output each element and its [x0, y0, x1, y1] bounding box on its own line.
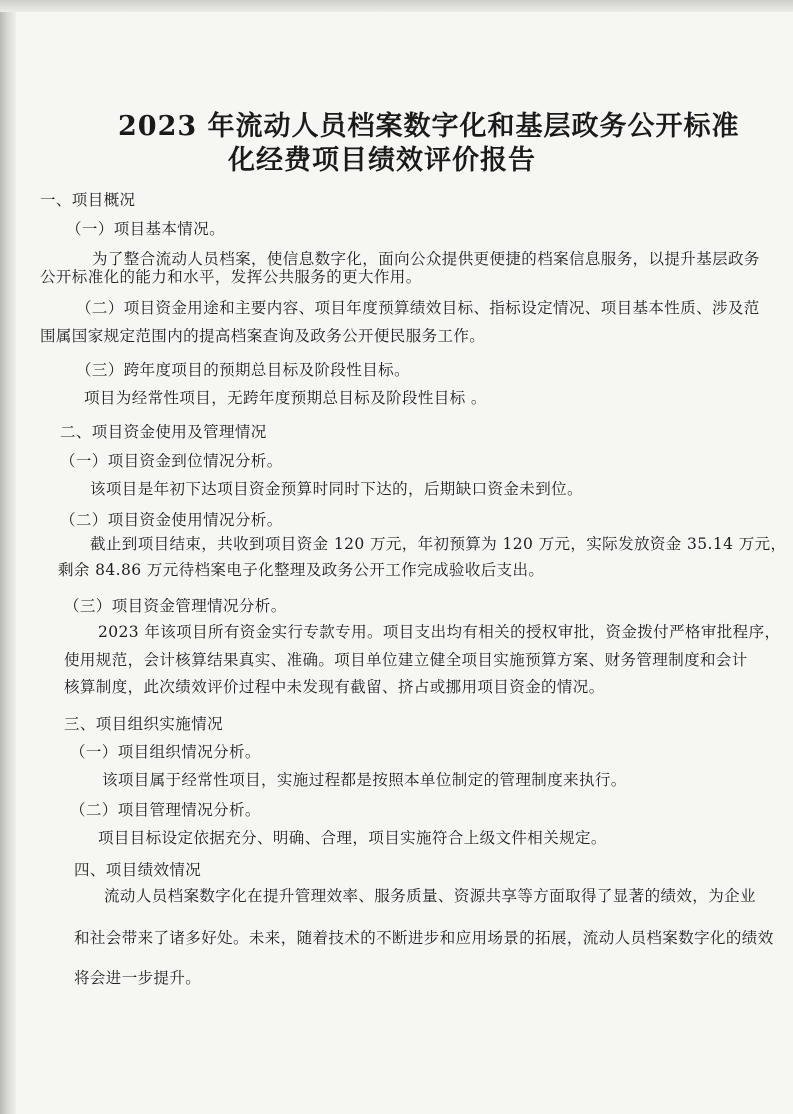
body-paragraph-line: 2023 年该项目所有资金实行专款专用。项目支出均有相关的授权审批，资金拨付严格审批程序，	[98, 623, 781, 641]
body-paragraph-line: 该项目是年初下达项目资金预算时同时下达的，后期缺口资金未到位。	[90, 480, 583, 498]
document-title-line-1: 2023 年流动人员档案数字化和基层政务公开标准	[118, 111, 740, 142]
section-heading-1: 一、项目概况	[40, 191, 136, 209]
body-paragraph-line: 公开标准化的能力和水平，发挥公共服务的更大作用。	[40, 268, 422, 286]
subsection-heading: （一）项目组织情况分析。	[70, 743, 261, 761]
body-paragraph-line: 核算制度，此次绩效评价过程中未发现有截留、挤占或挪用项目资金的情况。	[64, 678, 605, 696]
body-paragraph-line: 项目为经常性项目，无跨年度预期总目标及阶段性目标 。	[84, 389, 487, 407]
subsection-heading: （二）项目资金使用情况分析。	[60, 511, 283, 529]
body-paragraph-line: 为了整合流动人员档案，使信息数字化，面向公众提供更便捷的档案信息服务，以提升基层政务	[92, 250, 760, 268]
subsection-heading: （一）项目资金到位情况分析。	[60, 452, 283, 470]
body-paragraph-line: 和社会带来了诸多好处。未来，随着技术的不断进步和应用场景的拓展，流动人员档案数字化的绩效	[74, 929, 774, 947]
subsection-heading: （三）项目资金管理情况分析。	[64, 597, 287, 615]
subsection-heading: （三）跨年度项目的预期总目标及阶段性目标。	[76, 361, 410, 379]
body-paragraph-line: 项目目标设定依据充分、明确、合理，项目实施符合上级文件相关规定。	[98, 829, 607, 847]
subsection-heading: （一）项目基本情况。	[66, 220, 226, 238]
body-paragraph-line: 围属国家规定范围内的提高档案查询及政务公开便民服务工作。	[40, 327, 486, 345]
body-paragraph-line: 流动人员档案数字化在提升管理效率、服务质量、资源共享等方面取得了显著的绩效，为企业	[104, 887, 756, 905]
body-paragraph-line: 该项目属于经常性项目，实施过程都是按照本单位制定的管理制度来执行。	[102, 771, 627, 789]
subsection-heading: （二）项目资金用途和主要内容、项目年度预算绩效目标、指标设定情况、项目基本性质、涉及范	[76, 299, 760, 317]
body-paragraph-line: 将会进一步提升。	[74, 969, 202, 987]
section-heading-2: 二、项目资金使用及管理情况	[60, 423, 267, 441]
body-paragraph-line: 截止到项目结束，共收到项目资金 120 万元，年初预算为 120 万元，实际发放资金 35.14 万元，	[90, 535, 787, 553]
body-paragraph-line: 剩余 84.86 万元待档案电子化整理及政务公开工作完成验收后支出。	[58, 561, 545, 579]
section-heading-3: 三、项目组织实施情况	[64, 715, 224, 733]
document-title-line-2: 化经费项目绩效评价报告	[228, 145, 536, 176]
section-heading-4: 四、项目绩效情况	[74, 861, 202, 879]
subsection-heading: （二）项目管理情况分析。	[70, 801, 261, 819]
body-paragraph-line: 使用规范，会计核算结果真实、准确。项目单位建立健全项目实施预算方案、财务管理制度和会计	[64, 651, 748, 669]
